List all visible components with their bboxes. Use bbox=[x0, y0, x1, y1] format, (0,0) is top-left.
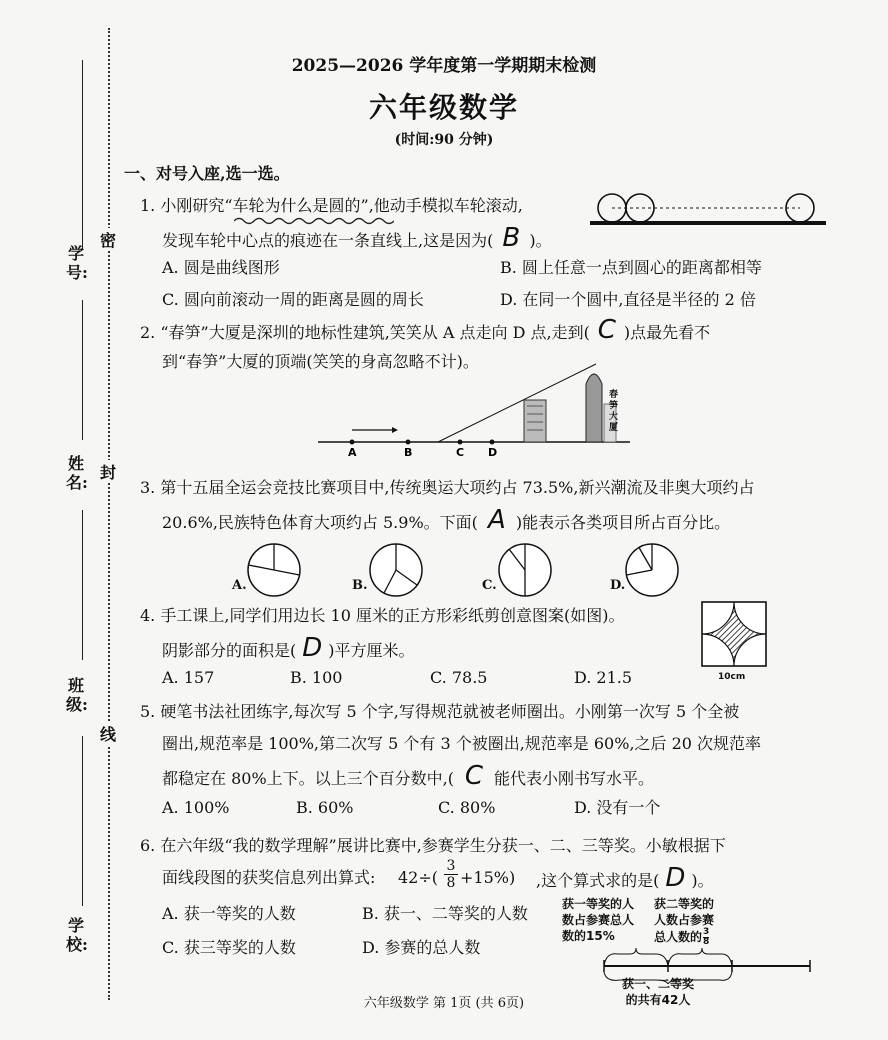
q3-option-b-label: B. bbox=[352, 578, 368, 593]
q6-note-second-prize bbox=[654, 896, 714, 947]
q5-line3 bbox=[162, 761, 654, 791]
q2-label-a: A bbox=[348, 446, 357, 459]
q6-line2-end: ,这个算式求的是( bbox=[536, 871, 660, 890]
q6-option-b: B. 获一、二等奖的人数 bbox=[362, 904, 528, 923]
exam-time: (时间:90 分钟) bbox=[394, 132, 494, 148]
q6-option-d: D. 参赛的总人数 bbox=[362, 938, 481, 957]
q4-fig-label: 10cm bbox=[718, 672, 746, 682]
q2-tower-label: 春笋大厦 bbox=[609, 390, 619, 433]
q2-point-a bbox=[350, 440, 355, 445]
q2-line1-text: 2. “春笋”大厦是深圳的地标性建筑,笑笑从 A 点走向 D 点,走到( bbox=[140, 323, 590, 342]
q1-option-a: A. 圆是曲线图形 bbox=[162, 258, 280, 277]
q2-answer: C bbox=[597, 315, 616, 345]
q5-line2: 圈出,规范率是 100%,第二次写 5 个有 3 个被圈出,规范率是 60%,之后 20 次规范率 bbox=[162, 734, 762, 753]
q1-wheel-figure bbox=[590, 190, 826, 232]
q6-note2-line2: 人数占参赛 bbox=[654, 913, 715, 927]
q2-label-c: C bbox=[456, 446, 465, 459]
q1-line2-text: 发现车轮中心点的痕迹在一条直线上,这是因为( bbox=[162, 231, 494, 250]
q3-pie-d bbox=[624, 542, 680, 598]
page-footer: 六年级数学 第 1页 (共 6页) bbox=[363, 996, 525, 1011]
sidebar-label-student-id: 学号: bbox=[66, 244, 88, 282]
q6-fraction bbox=[444, 858, 458, 891]
q1-option-d: D. 在同一个圆中,直径是半径的 2 倍 bbox=[500, 290, 756, 309]
q3-answer: A bbox=[488, 505, 506, 535]
sidebar-line-3 bbox=[82, 510, 83, 660]
q6-bottom-line2: 的共有42人 bbox=[625, 993, 691, 1007]
q4-line2-text: 阴影部分的面积是( bbox=[162, 641, 297, 660]
q5-option-a: A. 100% bbox=[162, 798, 230, 817]
q6-note-first-prize bbox=[562, 896, 634, 944]
q6-frac-num: 3 bbox=[446, 858, 456, 874]
q3-line1: 3. 第十五届全运会竞技比赛项目中,传统奥运大项约占 73.5%,新兴潮流及非奥大项约占 bbox=[140, 478, 755, 497]
q6-note1-line2: 数占参赛总人 bbox=[562, 913, 635, 927]
q6-line2: 面线段图的获奖信息列出算式: bbox=[162, 868, 376, 887]
sidebar-line-4 bbox=[82, 736, 83, 906]
q1-wavy-underline bbox=[234, 216, 394, 226]
q3-pie-c bbox=[497, 542, 553, 598]
q6-note2-line3-text: 总人数的 bbox=[654, 930, 703, 944]
sidebar-label-name: 姓名: bbox=[66, 454, 88, 492]
q1-line1: 1. 小刚研究“车轮为什么是圆的”,他动手模拟车轮滚动, bbox=[140, 196, 523, 215]
sidebar-line-2 bbox=[82, 300, 83, 440]
q1-line2-end: )。 bbox=[529, 231, 552, 250]
q3-line2 bbox=[162, 505, 731, 535]
sidebar-label-school: 学校: bbox=[66, 916, 88, 954]
q5-line3-text: 都稳定在 80%上下。以上三个百分数中,( bbox=[162, 769, 454, 788]
q3-line2-end: )能表示各类项目所占百分比。 bbox=[515, 513, 731, 532]
q4-line2-end: )平方厘米。 bbox=[328, 641, 415, 660]
q5-line3-end: 能代表小刚书写水平。 bbox=[493, 769, 654, 788]
q6-formula-a: 42÷( bbox=[398, 868, 439, 887]
q3-pie-a bbox=[246, 542, 302, 598]
q6-option-a: A. 获一等奖的人数 bbox=[162, 904, 296, 923]
q2-point-c bbox=[458, 440, 463, 445]
q6-line2-close: )。 bbox=[691, 871, 714, 890]
q2-label-d: D bbox=[488, 446, 498, 459]
q6-note2-frac-num: 3 bbox=[703, 927, 710, 937]
q4-option-b: B. 100 bbox=[290, 668, 343, 687]
q3-line2-text: 20.6%,民族特色体育大项约占 5.9%。下面( bbox=[162, 513, 478, 532]
q3-option-c-label: C. bbox=[482, 578, 497, 593]
exam-title: 六年级数学 bbox=[368, 91, 519, 124]
q3-option-a-label: A. bbox=[232, 578, 247, 593]
q2-tower-figure bbox=[318, 360, 630, 460]
q1-line2 bbox=[162, 223, 552, 253]
q6-answer: D bbox=[665, 863, 686, 893]
q6-line2-tail bbox=[536, 863, 714, 893]
q6-frac-den: 8 bbox=[444, 874, 458, 891]
q6-note2-line3 bbox=[654, 928, 714, 947]
q1-answer: B bbox=[502, 223, 521, 253]
q4-line1: 4. 手工课上,同学们用边长 10 厘米的正方形彩纸剪创意图案(如图)。 bbox=[140, 606, 625, 625]
sidebar-label-class: 班级: bbox=[66, 676, 88, 714]
q6-note1-line1: 获一等奖的人 bbox=[562, 897, 635, 911]
q6-formula-b: +15%) bbox=[460, 868, 516, 887]
q4-option-a: A. 157 bbox=[162, 668, 215, 687]
exam-subtitle: 2025—2026 学年度第一学期期末检测 bbox=[291, 56, 597, 76]
section-title: 一、对号入座,选一选。 bbox=[124, 164, 290, 183]
q1-option-c: C. 圆向前滚动一周的距离是圆的周长 bbox=[162, 290, 424, 309]
q6-option-c: C. 获三等奖的人数 bbox=[162, 938, 296, 957]
q4-line2 bbox=[162, 633, 415, 663]
q2-line1 bbox=[140, 315, 711, 345]
q6-note2-line1: 获二等奖的 bbox=[654, 897, 715, 911]
seal-dotted-line bbox=[108, 28, 110, 1000]
q4-answer: D bbox=[302, 633, 323, 663]
q4-option-d: D. 21.5 bbox=[574, 668, 633, 687]
q6-note1-line3: 数的15% bbox=[562, 929, 615, 943]
q6-note2-frac-den: 8 bbox=[703, 937, 710, 947]
q2-line2: 到“春笋”大厦的顶端(笑笑的身高忽略不计)。 bbox=[162, 352, 479, 371]
q4-option-c: C. 78.5 bbox=[430, 668, 488, 687]
sidebar-line-top bbox=[82, 60, 83, 250]
q1-option-b: B. 圆上任意一点到圆心的距离都相等 bbox=[500, 258, 762, 277]
q5-answer: C bbox=[464, 761, 484, 791]
seal-char-xian: 线 bbox=[98, 722, 118, 745]
q2-point-d bbox=[490, 440, 495, 445]
q2-point-b bbox=[406, 440, 411, 445]
q5-option-d: D. 没有一个 bbox=[574, 798, 661, 817]
q3-option-d-label: D. bbox=[610, 578, 626, 593]
q5-option-c: C. 80% bbox=[438, 798, 496, 817]
q6-line1: 6. 在六年级“我的数学理解”展讲比赛中,参赛学生分获一、二、三等奖。小敏根据下 bbox=[140, 836, 726, 855]
q5-line1: 5. 硬笔书法社团练字,每次写 5 个字,写得规范就被老师圈出。小刚第一次写 5 个全被 bbox=[140, 702, 740, 721]
seal-char-feng: 封 bbox=[98, 460, 118, 483]
q4-square-figure bbox=[700, 600, 772, 670]
q2-line1-end: )点最先看不 bbox=[623, 323, 711, 342]
seal-char-mi: 密 bbox=[98, 228, 118, 251]
q3-pie-b bbox=[368, 542, 424, 598]
q6-note2-frac bbox=[703, 928, 709, 947]
q5-option-b: B. 60% bbox=[296, 798, 354, 817]
q6-bottom-line1: 获一、二等奖 bbox=[622, 977, 695, 991]
q2-label-b: B bbox=[404, 446, 413, 459]
